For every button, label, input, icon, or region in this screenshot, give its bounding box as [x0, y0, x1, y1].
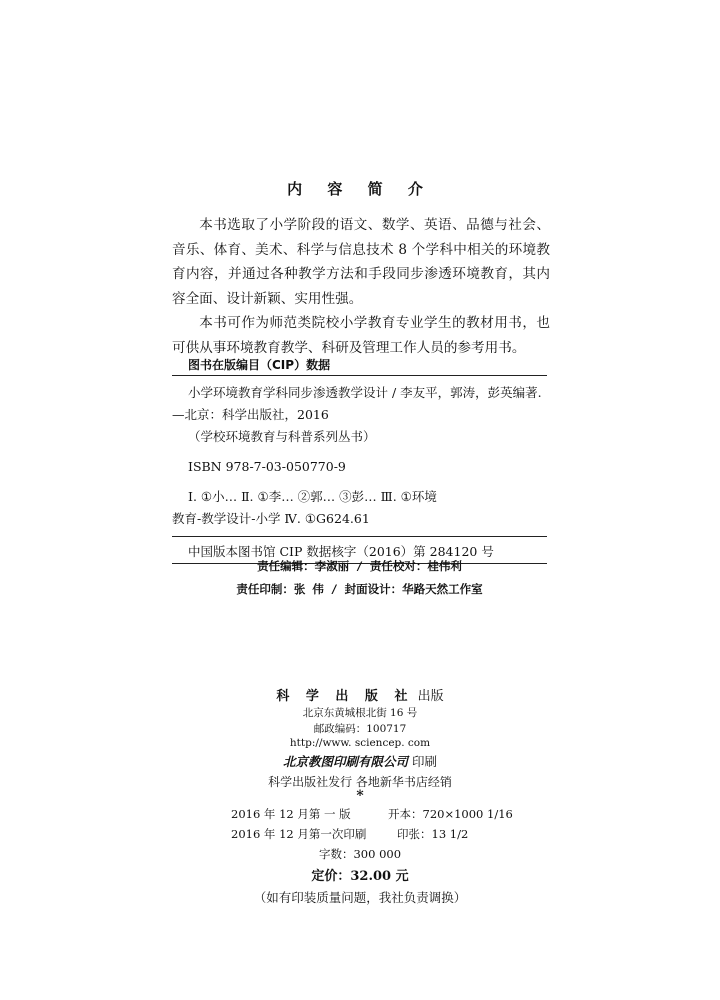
- credits-line-1: 责任编辑：李淑丽 / 责任校对：桂伟利: [257, 559, 462, 573]
- printer-name: 北京教图印刷有限公司: [282, 754, 408, 769]
- publisher-url: http://www. sciencep. com: [289, 737, 431, 749]
- cip-isbn: ISBN 978-7-03-050770-9: [188, 459, 346, 474]
- cip-publisher-line: —北京：科学出版社，2016: [172, 407, 329, 422]
- cip-middle-rule: [172, 536, 547, 537]
- format-info: 开本：720×1000 1/16: [388, 807, 513, 821]
- cip-classification: Ⅰ. ①小… Ⅱ. ①李… ②郭… ③彭… Ⅲ. ①环境: [188, 489, 437, 504]
- sheets-info: 印张：13 1/2: [397, 827, 469, 841]
- edition-info: 2016 年 12 月第 一 版: [231, 807, 351, 821]
- publisher-postcode: 邮政编码：100717: [313, 723, 407, 735]
- cip-heading: 图书在版编目（CIP）数据: [188, 358, 331, 372]
- cip-record: [172, 376, 547, 530]
- summary-paragraph: 本书选取了小学阶段的语文、数学、英语、品德与社会、音乐、体育、美术、科学与信息技术 8 个学科中相关的环境教育内容，并通过各种教学方法和手段同步渗透环境教育，其内容全面、设计新颖、实用性强。: [172, 217, 550, 307]
- price: 定价：32.00 元: [311, 869, 409, 884]
- cip-core-record: 中国版本图书馆 CIP 数据核字（2016）第 284120 号: [188, 544, 494, 559]
- word-count: 字数：300 000: [318, 847, 402, 861]
- separator-star: *: [356, 788, 364, 804]
- printer-suffix: 印刷: [411, 754, 437, 769]
- cip-title-line: 小学环境教育学科同步渗透教学设计 / 李友平，郭涛，彭英编著.: [188, 385, 542, 400]
- printing-info: 2016 年 12 月第一次印刷: [231, 827, 367, 841]
- cip-classification-cont: 教育-教学设计-小学 Ⅳ. ①G624.61: [172, 511, 370, 526]
- quality-note: （如有印装质量问题，我社负责调换）: [253, 890, 467, 905]
- cip-series: （学校环境教育与科普系列丛书）: [188, 429, 376, 444]
- publisher-line: [0, 685, 720, 704]
- publisher-suffix: 出版: [417, 689, 444, 704]
- publisher-name: 科 学 出 版 社: [276, 689, 414, 704]
- cip-block: [172, 355, 547, 564]
- distribution-line: 科学出版社发行 各地新华书店经销: [268, 775, 452, 789]
- publisher-address: 北京东黄城根北街 16 号: [302, 707, 418, 719]
- summary-paragraph: 本书可作为师范类院校小学教育专业学生的教材用书，也可供从事环境教育教学、科研及管理工作人员的参考用书。: [172, 315, 550, 356]
- summary-title: 内 容 简 介: [287, 180, 433, 198]
- summary-text: [172, 213, 550, 361]
- credits-line-2: 责任印制：张 伟 / 封面设计：华路天然工作室: [236, 582, 483, 596]
- printer-line: [0, 752, 720, 770]
